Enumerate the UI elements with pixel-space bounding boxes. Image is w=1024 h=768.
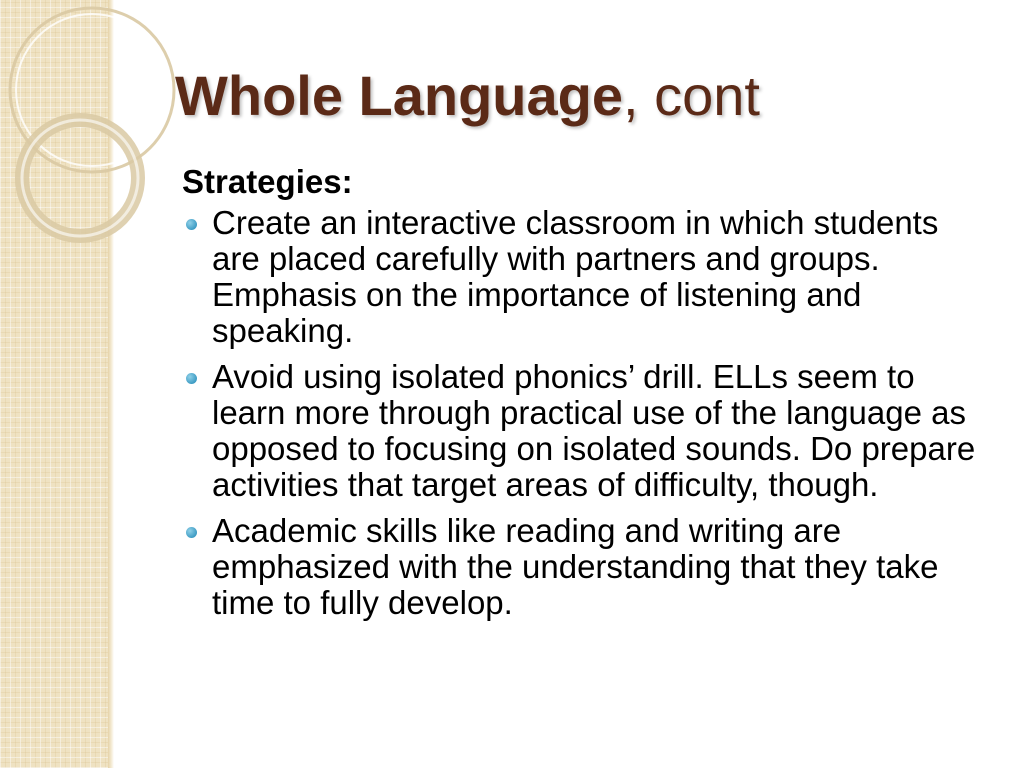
bullet-list <box>182 205 992 621</box>
slide-title-bold: Whole Language <box>175 64 623 127</box>
ring-decoration-icon <box>0 0 200 300</box>
ring-small-highlight <box>22 120 138 236</box>
bullet-item-3 <box>182 513 992 621</box>
bullet-dot-icon <box>186 527 197 538</box>
slide-body <box>182 164 992 631</box>
bullet-dot-icon <box>186 373 197 384</box>
bullet-text-2: Avoid using isolated phonics’ drill. ELLs seem to learn more through practical use of the language as opposed to focusing on isolated sounds. Do prepare activities that target areas of difficulty, though. <box>212 358 976 503</box>
strategies-heading: Strategies: <box>182 163 353 200</box>
bullet-text-1: Create an interactive classroom in which students are placed carefully with partners and groups. Emphasis on the importance of listening and speaking. <box>212 204 939 349</box>
bullet-text-3: Academic skills like reading and writing are emphasized with the understanding that they take time to fully develop. <box>212 512 939 621</box>
slide-title <box>175 62 760 130</box>
slide-title-rest: , cont <box>623 64 760 127</box>
bullet-item-1 <box>182 205 992 349</box>
bullet-dot-icon <box>186 219 197 230</box>
bullet-item-2 <box>182 359 992 503</box>
